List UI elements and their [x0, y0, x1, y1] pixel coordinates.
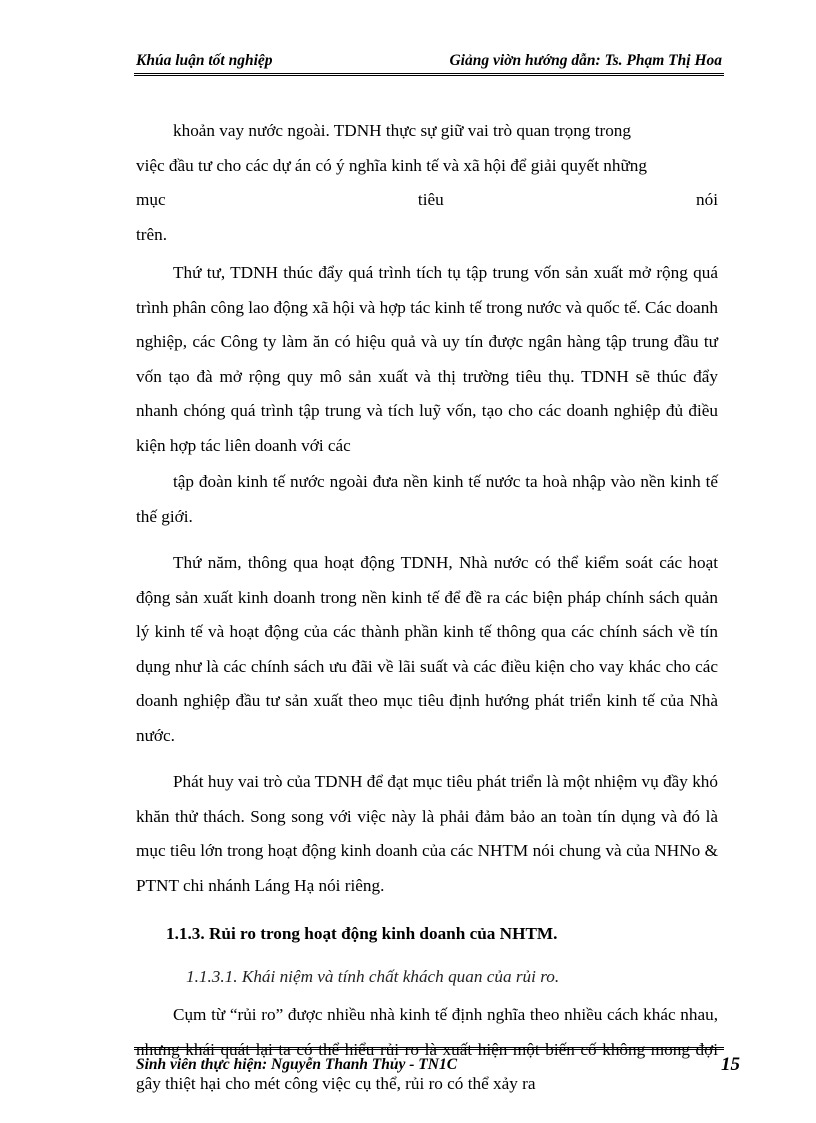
page-body	[136, 114, 718, 1102]
paragraph-1-line-1: khoản vay nước ngoài. TDNH thực sự giữ vai trò quan trọng trong	[173, 121, 631, 140]
page-footer	[136, 1052, 740, 1078]
paragraph-1-line-3: mục tiêu nói trên.	[136, 190, 718, 244]
paragraph-3: tập đoàn kinh tế nước ngoài đưa nền kinh tế nước ta hoà nhập vào nền kinh tế thế giới.	[136, 472, 718, 526]
section-heading: 1.1.3. Rủi ro trong hoạt động kinh doanh của NHTM.	[166, 924, 558, 943]
footer-student: Sinh viên thực hiện: Nguyễn Thanh Thủy - TN1C	[136, 1056, 458, 1073]
page-number: 15	[721, 1054, 740, 1075]
header-rule	[134, 73, 724, 78]
page-header	[136, 48, 722, 70]
paragraph-6: Cụm từ “rủi ro” được nhiều nhà kinh tế định nghĩa theo nhiều cách khác nhau, nhưng khái quát lại ta có thể hiểu rủi ro là xuất hiện một biến cố không mong đợi gây thiệt hại cho mét công việc cụ thể, rủi ro có thể xảy ra	[136, 1005, 718, 1093]
paragraph-1-line-2: việc đầu tư cho các dự án có ý nghĩa kinh tế và xã hội để giải quyết những	[136, 155, 647, 175]
header-supervisor: Giảng viờn hướng dẫn: Ts. Phạm Thị Hoa	[449, 52, 722, 69]
paragraph-4: Thứ năm, thông qua hoạt động TDNH, Nhà nước có thể kiểm soát các hoạt động sản xuất kinh doanh trong nền kinh tế để đề ra các biện pháp chính sách quản lý kinh tế và hoạt động của các thành phần kinh tế thông qua các chính sách về tín dụng như là các chính sách ưu đãi về lãi suất và các điều kiện cho vay khác cho các doanh nghiệp đầu tư sản xuất theo mục tiêu định hướng phát triển kinh tế của Nhà nước.	[136, 553, 718, 745]
paragraph-5: Phát huy vai trò của TDNH để đạt mục tiêu phát triển là một nhiệm vụ đầy khó khăn thử thách. Song song với việc này là phải đảm bảo an toàn tín dụng và đó là mục tiêu lớn trong hoạt động kinh doanh của các NHTM nói chung và của NHNo & PTNT chi nhánh Láng Hạ nói riêng.	[136, 772, 718, 895]
header-thesis-title: Khúa luận tốt nghiệp	[136, 52, 273, 69]
paragraph-2: Thứ tư, TDNH thúc đẩy quá trình tích tụ tập trung vốn sản xuất mở rộng quá trình phân công lao động xã hội và hợp tác kinh tế trong nước và quốc tế. Các doanh nghiệp, các Công ty làm ăn có hiệu quả và uy tín được ngân hàng tập trung đầu tư vốn tạo đà mở rộng quy mô sản xuất và thị trường tiêu thụ. TDNH sẽ thúc đẩy nhanh chóng quá trình tập trung và tích luỹ vốn, tạo cho các doanh nghiệp đủ điều kiện hợp tác liên doanh với các	[136, 263, 718, 455]
subsection-heading: 1.1.3.1. Khái niệm và tính chất khách quan của rủi ro.	[186, 966, 560, 986]
